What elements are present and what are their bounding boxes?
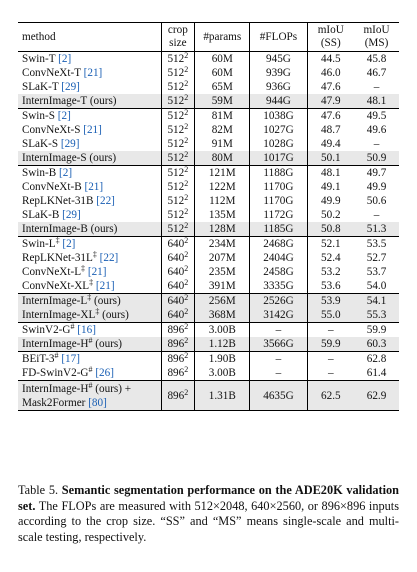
header-ss-line2: (SS) [320, 37, 341, 49]
cell-crop [161, 337, 195, 352]
cell-params: 1.90B [195, 352, 250, 367]
cell-flops: 2458G [250, 265, 307, 279]
citation-link[interactable]: [2] [62, 238, 76, 250]
cell-miou-ms: 60.3 [354, 337, 399, 352]
citation-link[interactable]: [2] [57, 110, 71, 122]
table-caption [18, 483, 399, 545]
crop-base: 896 [167, 389, 185, 402]
cell-miou-ss: 49.4 [307, 137, 354, 151]
cell-miou-ss: 48.1 [307, 166, 354, 181]
citation-link[interactable]: [22] [96, 195, 115, 207]
table-row [18, 251, 399, 265]
citation-link[interactable]: [21] [95, 280, 115, 292]
table-row [18, 94, 399, 109]
method-sup: ‡ [95, 307, 100, 316]
method-name: SLaK-S [22, 138, 59, 150]
header-crop-line2: size [169, 37, 187, 49]
caption-body: The FLOPs are measured with 512×2048, 640×2560, or 896×896 inputs according to the crop size. “SS” and “MS” means single-scale and multi-scale testing, respectively. [18, 498, 399, 544]
cell-params: 81M [195, 109, 250, 124]
cell-flops: 1170G [250, 180, 307, 194]
cell-params: 1.31B [195, 381, 250, 411]
crop-base: 512 [167, 195, 185, 207]
crop-exp: 2 [184, 65, 189, 74]
method-name: ConvNeXt-T [22, 67, 81, 79]
cell-miou-ms: 53.5 [354, 237, 399, 252]
crop-base: 640 [167, 280, 185, 292]
cell-crop [161, 194, 195, 208]
cell-method [18, 137, 161, 151]
cell-method [18, 208, 161, 222]
cell-method [18, 279, 161, 294]
cell-params: 82M [195, 123, 250, 137]
cell-params: 65M [195, 80, 250, 94]
crop-exp: 2 [184, 207, 189, 216]
method-sup: # [54, 351, 59, 360]
cell-crop [161, 94, 195, 109]
header-crop-size [161, 23, 195, 52]
caption-label: Table 5. [18, 483, 59, 497]
cell-miou-ms: – [373, 138, 380, 150]
table-row [18, 137, 399, 151]
crop-base: 512 [167, 152, 185, 164]
cell-flops: 939G [250, 66, 307, 80]
cell-miou-ms: 49.6 [366, 124, 387, 136]
cell-crop [161, 222, 195, 237]
method-name: SwinV2-G [22, 324, 71, 336]
crop-base: 512 [167, 67, 185, 79]
method-name: SLaK-B [22, 209, 60, 221]
cell-flops: – [250, 323, 307, 338]
cell-flops: 2526G [250, 294, 307, 309]
cell-flops: 1170G [250, 194, 307, 208]
cell-crop [161, 80, 195, 94]
cell-crop [161, 123, 195, 137]
header-ms-line1: mIoU [363, 24, 390, 36]
cell-flops: 3142G [250, 308, 307, 323]
method-sup: # [88, 380, 93, 390]
crop-exp: 2 [184, 122, 189, 131]
cell-miou-ss: 49.9 [307, 194, 354, 208]
crop-exp: 2 [184, 293, 189, 302]
cell-miou-ss: 50.2 [307, 208, 354, 222]
cell-params: 3.00B [195, 366, 250, 381]
cell-params: 128M [195, 222, 250, 237]
method-name: InternImage-S (ours) [22, 152, 117, 164]
cell-method [18, 123, 161, 137]
cell-method [18, 180, 161, 194]
method-suffix: (ours) [99, 309, 129, 321]
cell-crop [161, 66, 195, 80]
citation-link[interactable]: [21] [84, 181, 104, 193]
crop-exp: 2 [184, 193, 189, 202]
cell-flops: – [250, 352, 307, 367]
cell-crop [161, 381, 195, 411]
table-row [18, 294, 399, 309]
method-sup: # [88, 336, 93, 345]
cell-crop [161, 366, 195, 381]
citation-link[interactable]: [16] [77, 324, 96, 336]
cell-params: 80M [195, 151, 250, 166]
cell-miou-ms: 62.8 [354, 352, 399, 367]
method-name: BEiT-3 [22, 353, 55, 365]
cell-flops: 1017G [250, 151, 307, 166]
citation-link[interactable]: [17] [61, 353, 80, 365]
cell-method [18, 251, 161, 265]
cell-miou-ss: 52.1 [307, 237, 354, 252]
header-method [18, 23, 161, 52]
cell-miou-ss: 53.9 [307, 294, 354, 309]
cell-miou-ss: 59.9 [307, 337, 354, 352]
method-sup: ‡ [81, 264, 86, 273]
method-name-line2: Mask2Former [22, 396, 86, 409]
crop-base: 512 [167, 223, 185, 235]
method-name: InternImage-B (ours) [22, 223, 118, 235]
cell-miou-ss: 46.0 [307, 66, 354, 80]
method-name: Swin-L [22, 238, 56, 250]
cell-params: 391M [195, 279, 250, 294]
crop-exp: 2 [184, 336, 189, 345]
method-name: SLaK-T [22, 81, 59, 93]
cell-params: 235M [195, 265, 250, 279]
cell-params: 91M [195, 137, 250, 151]
cell-method [18, 237, 161, 252]
crop-exp: 2 [184, 278, 189, 287]
cell-params: 59M [195, 94, 250, 109]
crop-base: 512 [167, 53, 185, 65]
cell-miou-ms: – [373, 81, 380, 93]
cell-miou-ss: 47.6 [307, 80, 354, 94]
cell-miou-ms: 49.9 [366, 181, 387, 193]
cell-miou-ms: 49.7 [354, 166, 399, 181]
cell-method [18, 194, 161, 208]
cell-flops: 1027G [250, 123, 307, 137]
citation-link[interactable]: [29] [61, 81, 80, 93]
cell-method [18, 52, 161, 67]
cell-crop [161, 208, 195, 222]
cell-miou-ss: 48.7 [307, 123, 354, 137]
citation-link[interactable]: [21] [83, 67, 103, 79]
citation-link[interactable]: [29] [60, 138, 80, 150]
cell-flops: 1172G [250, 208, 307, 222]
header-ms-line2: (MS) [364, 37, 389, 49]
cell-miou-ss: 47.9 [307, 94, 354, 109]
crop-exp: 2 [184, 79, 189, 88]
table-row [18, 166, 399, 181]
cell-method [18, 265, 161, 279]
cell-miou-ss: 50.1 [307, 151, 354, 166]
method-name: ConvNeXt-XL [22, 280, 90, 292]
cell-miou-ms: 48.1 [354, 94, 399, 109]
crop-exp: 2 [184, 221, 189, 230]
cell-miou-ss: 52.4 [307, 251, 354, 265]
cell-miou-ms: 59.9 [354, 323, 399, 338]
crop-base: 512 [167, 110, 185, 122]
method-name: ConvNeXt-S [22, 124, 81, 136]
method-sup: # [88, 365, 93, 374]
method-sup: ‡ [55, 236, 60, 245]
cell-miou-ms: – [373, 209, 380, 221]
cell-method [18, 381, 161, 411]
method-suffix: (ours) + [92, 382, 132, 395]
method-sup: # [70, 322, 75, 331]
crop-exp: 2 [184, 51, 189, 60]
header-miou-ss [307, 23, 354, 52]
cell-flops: 936G [250, 80, 307, 94]
cell-miou-ss: – [307, 352, 354, 367]
crop-base: 896 [167, 338, 185, 350]
crop-base: 640 [167, 295, 185, 307]
cell-method [18, 308, 161, 323]
cell-flops: – [250, 366, 307, 381]
cell-crop [161, 166, 195, 181]
cell-params: 207M [195, 251, 250, 265]
method-name: RepLKNet-31B [22, 195, 94, 207]
table-row [18, 337, 399, 352]
cell-crop [161, 308, 195, 323]
cell-crop [161, 279, 195, 294]
cell-method [18, 352, 161, 367]
table-row [18, 52, 399, 67]
cell-flops: 3335G [250, 279, 307, 294]
results-table [18, 22, 399, 411]
cell-flops: 2468G [250, 237, 307, 252]
crop-exp: 2 [184, 307, 189, 316]
cell-crop [161, 180, 195, 194]
crop-exp: 2 [184, 250, 189, 259]
cell-miou-ms: 50.6 [366, 195, 387, 207]
crop-exp: 2 [184, 387, 189, 397]
cell-params: 1.12B [195, 337, 250, 352]
header-params [195, 23, 250, 52]
crop-exp: 2 [184, 150, 189, 159]
table-row [18, 109, 399, 124]
header-flops-label: #FLOPs [259, 30, 298, 43]
method-name: InternImage-XL [22, 309, 96, 321]
cell-crop [161, 323, 195, 338]
cell-flops: 1038G [250, 109, 307, 124]
header-flops [250, 23, 307, 52]
cell-flops: 1185G [250, 222, 307, 237]
crop-base: 512 [167, 124, 185, 136]
cell-miou-ss: 53.6 [307, 279, 354, 294]
method-name: RepLKNet-31L [22, 252, 93, 264]
crop-base: 640 [167, 309, 185, 321]
method-name: ConvNeXt-B [22, 181, 82, 193]
table-row [18, 66, 399, 80]
method-suffix: (ours) [92, 338, 122, 350]
crop-base: 512 [167, 181, 185, 193]
cell-method [18, 66, 161, 80]
caption-title: Semantic segmentation performance on the ADE20K validation set. [18, 483, 399, 513]
method-name: InternImage-L [22, 295, 88, 307]
cell-params: 368M [195, 308, 250, 323]
cell-crop [161, 137, 195, 151]
cell-crop [161, 352, 195, 367]
table-row [18, 366, 399, 381]
citation-link[interactable]: [22] [99, 252, 119, 264]
table-row [18, 180, 399, 194]
citation-link[interactable]: [2] [58, 53, 72, 65]
table-row [18, 151, 399, 166]
crop-base: 640 [167, 238, 185, 250]
cell-miou-ss: 55.0 [307, 308, 354, 323]
table-header-row [18, 23, 399, 52]
crop-exp: 2 [184, 179, 189, 188]
cell-miou-ss: 53.2 [307, 265, 354, 279]
results-table-container [18, 22, 399, 411]
cell-params: 234M [195, 237, 250, 252]
method-suffix: (ours) [91, 295, 121, 307]
cell-params: 121M [195, 166, 250, 181]
cell-miou-ms: 49.5 [354, 109, 399, 124]
header-method-label: method [22, 30, 56, 43]
table-body [18, 52, 399, 411]
crop-exp: 2 [184, 264, 189, 273]
citation-link[interactable]: [29] [62, 209, 81, 221]
table-row [18, 279, 399, 294]
citation-link[interactable]: [80] [88, 396, 107, 409]
crop-exp: 2 [184, 322, 189, 331]
cell-method [18, 222, 161, 237]
cell-miou-ss: 47.6 [307, 109, 354, 124]
cell-flops: 1028G [250, 137, 307, 151]
cell-params: 122M [195, 180, 250, 194]
method-sup: ‡ [89, 278, 94, 287]
cell-flops: 2404G [250, 251, 307, 265]
crop-exp: 2 [184, 108, 189, 117]
cell-method [18, 151, 161, 166]
crop-base: 896 [167, 324, 185, 336]
cell-miou-ms: 51.3 [354, 222, 399, 237]
cell-method [18, 166, 161, 181]
crop-base: 640 [167, 252, 185, 264]
table-row [18, 308, 399, 323]
cell-params: 256M [195, 294, 250, 309]
crop-exp: 2 [184, 165, 189, 174]
cell-method [18, 80, 161, 94]
method-name: InternImage-H [22, 338, 89, 350]
cell-method [18, 323, 161, 338]
cell-miou-ss: 44.5 [307, 52, 354, 67]
cell-flops: 3566G [250, 337, 307, 352]
crop-base: 512 [167, 209, 185, 221]
crop-base: 512 [167, 95, 185, 107]
cell-miou-ss: 50.8 [307, 222, 354, 237]
cell-crop [161, 109, 195, 124]
cell-crop [161, 251, 195, 265]
crop-base: 512 [167, 81, 185, 93]
cell-miou-ms: 52.7 [366, 252, 387, 264]
cell-miou-ss: – [307, 366, 354, 381]
crop-exp: 2 [184, 236, 189, 245]
cell-params: 135M [195, 208, 250, 222]
cell-miou-ms: 45.8 [354, 52, 399, 67]
cell-miou-ms: 54.1 [354, 294, 399, 309]
method-name: Swin-S [22, 110, 55, 122]
table-row [18, 323, 399, 338]
cell-miou-ms: 53.7 [366, 266, 387, 278]
cell-crop [161, 52, 195, 67]
table-row [18, 222, 399, 237]
method-name-line1: InternImage-H [22, 382, 89, 395]
cell-crop [161, 265, 195, 279]
header-miou-ms [354, 23, 399, 52]
cell-miou-ms: 46.7 [366, 67, 387, 79]
crop-base: 896 [167, 367, 185, 379]
cell-miou-ms: 61.4 [366, 367, 387, 379]
cell-flops: 944G [250, 94, 307, 109]
cell-miou-ss: 49.1 [307, 180, 354, 194]
cell-params: 3.00B [195, 323, 250, 338]
citation-link[interactable]: [21] [83, 124, 102, 136]
method-name: FD-SwinV2-G [22, 367, 89, 379]
table-row [18, 237, 399, 252]
crop-base: 512 [167, 138, 185, 150]
crop-base: 512 [167, 167, 185, 179]
cell-params: 60M [195, 52, 250, 67]
cell-method [18, 366, 161, 381]
header-ss-line1: mIoU [317, 24, 344, 36]
table-row [18, 208, 399, 222]
cell-crop [161, 151, 195, 166]
method-name: InternImage-T (ours) [22, 95, 117, 107]
table-row [18, 352, 399, 367]
cell-miou-ms: 55.3 [354, 308, 399, 323]
cell-params: 112M [195, 194, 250, 208]
crop-base: 640 [167, 266, 185, 278]
method-name: ConvNeXt-L [22, 266, 82, 278]
header-crop-line1: crop [167, 24, 188, 36]
table-row [18, 265, 399, 279]
crop-exp: 2 [184, 93, 189, 102]
cell-method [18, 109, 161, 124]
method-sup: ‡ [87, 293, 92, 302]
cell-miou-ss: 62.5 [307, 381, 354, 411]
citation-link[interactable]: [26] [95, 367, 114, 379]
cell-miou-ms: 50.9 [354, 151, 399, 166]
crop-base: 896 [167, 353, 185, 365]
crop-exp: 2 [184, 365, 189, 374]
method-name: Swin-T [22, 53, 56, 65]
cell-method [18, 294, 161, 309]
table-row [18, 194, 399, 208]
cell-miou-ss: – [307, 323, 354, 338]
cell-miou-ms: 62.9 [354, 381, 399, 411]
citation-link[interactable]: [21] [87, 266, 107, 278]
method-name: Swin-B [22, 167, 57, 179]
cell-flops: 945G [250, 52, 307, 67]
table-row [18, 123, 399, 137]
cell-method [18, 337, 161, 352]
table-row [18, 80, 399, 94]
cell-crop [161, 294, 195, 309]
cell-method [18, 94, 161, 109]
cell-miou-ms: 54.0 [366, 280, 387, 292]
cell-crop [161, 237, 195, 252]
method-sup: ‡ [92, 250, 97, 259]
cell-flops: 4635G [250, 381, 307, 411]
header-params-label: #params [203, 30, 242, 43]
crop-exp: 2 [184, 136, 189, 145]
citation-link[interactable]: [2] [59, 167, 73, 179]
cell-flops: 1188G [250, 166, 307, 181]
crop-exp: 2 [184, 351, 189, 360]
table-row-internimage-h-mask2former [18, 381, 399, 411]
cell-params: 60M [195, 66, 250, 80]
